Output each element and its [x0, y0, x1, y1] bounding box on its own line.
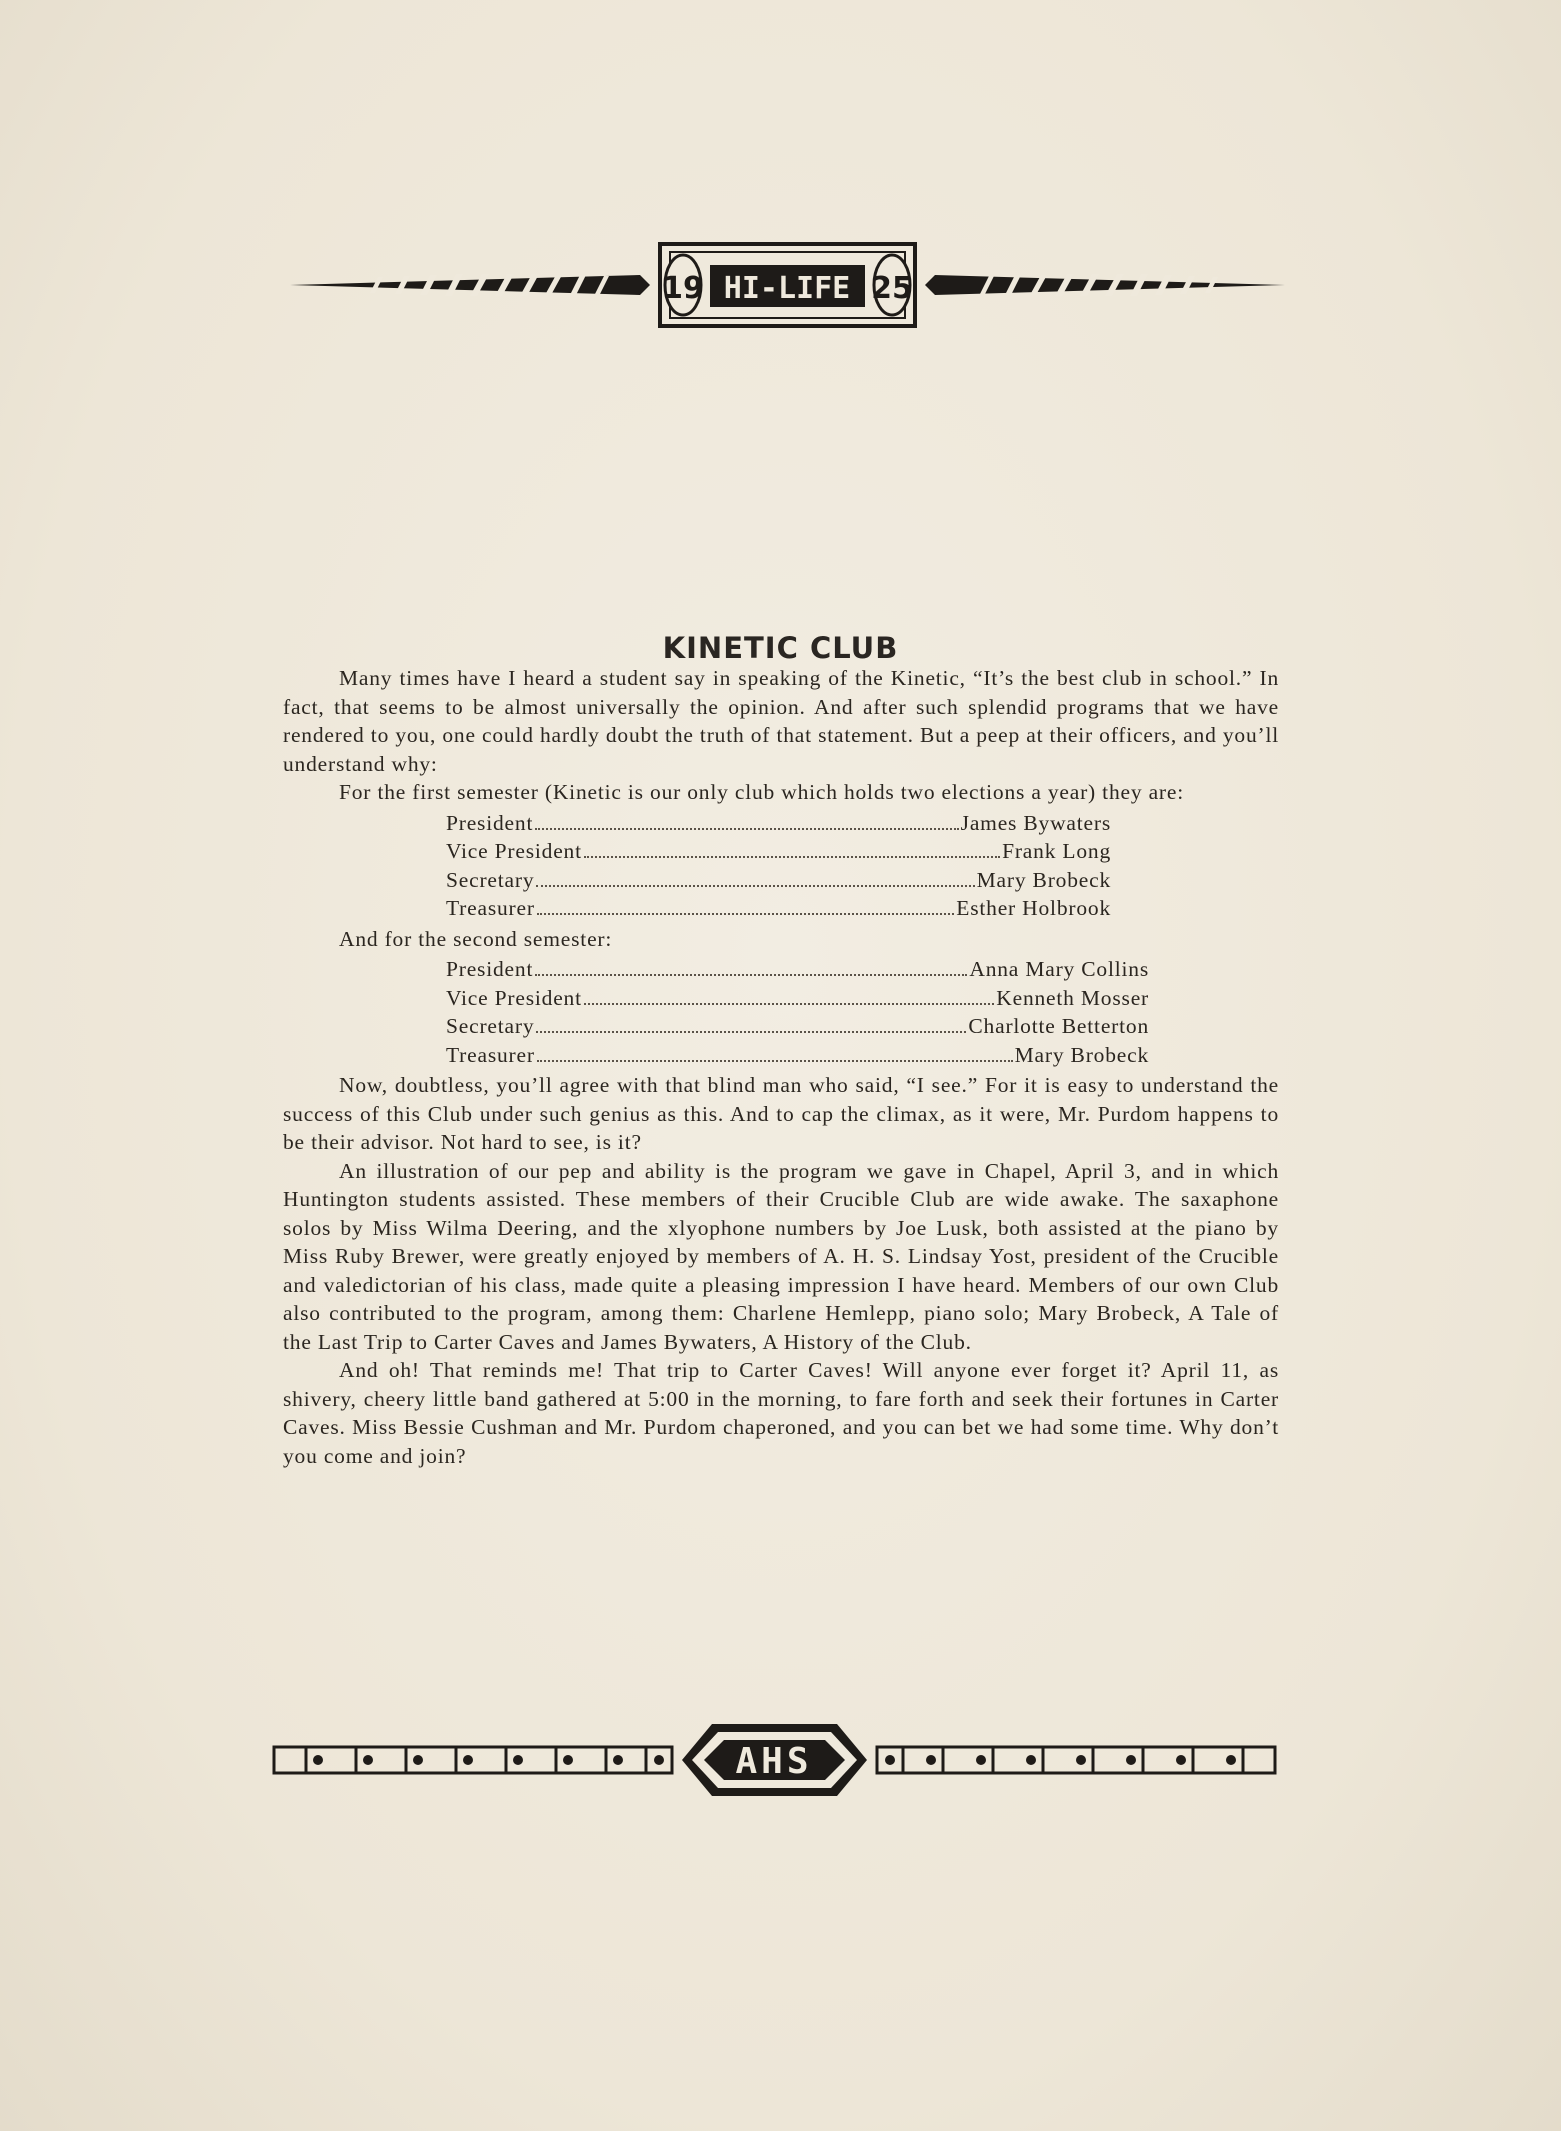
body-paragraph-2: Now, doubtless, you’ll agree with that blind man who said, “I see.” For it is easy to understand the success of this Club under such genius as this. And to cap the climax, as it were, Mr. Purdom happens to be their advisor. Not hard to see, is it?	[283, 1073, 1279, 1154]
officer-role: President	[446, 957, 534, 981]
leader-dots	[535, 974, 967, 976]
article-body	[283, 664, 1279, 1470]
officer-row	[446, 984, 1149, 1013]
left-dotted-band-icon	[274, 1747, 672, 1773]
right-striped-spear-icon	[925, 274, 1285, 296]
officer-name: Kenneth Mosser	[996, 985, 1149, 1010]
second-semester-officers	[446, 955, 1149, 1069]
ahs-monogram: AHS	[735, 1741, 813, 1782]
officer-name: Esther Holbrook	[956, 896, 1111, 920]
officer-role: President	[446, 810, 534, 835]
left-striped-spear-icon	[290, 274, 650, 296]
leader-dots	[535, 828, 958, 830]
officer-role: Vice President	[446, 839, 582, 863]
leader-dots	[537, 1060, 1013, 1062]
ahs-badge	[682, 1724, 867, 1796]
body-paragraph-4: And oh! That reminds me! That trip to Carter Caves! Will anyone ever forget it? April 11, as shivery, cheery little band gathered at 5:00 in the morning, to fare forth and seek their fortunes in Carter Caves. Miss Bessie Cushman and Mr. Purdom chaperoned, and you can bet we had some time. Why don’t you come and join?	[283, 1358, 1279, 1468]
officer-role: Treasurer	[446, 896, 535, 920]
badge-year-right: 25	[871, 271, 913, 306]
officer-row	[446, 837, 1111, 866]
officer-row	[446, 1012, 1149, 1041]
badge-year-left: 19	[662, 271, 704, 306]
officer-name: Mary Brobeck	[976, 867, 1111, 892]
officer-name: Frank Long	[1002, 839, 1111, 863]
first-semester-intro: For the first semester (Kinetic is our only club which holds two elections a year) they are:	[339, 780, 1184, 804]
officer-row	[446, 809, 1111, 838]
officer-role: Secretary	[446, 1014, 535, 1038]
leader-dots	[536, 885, 974, 887]
officer-name: Charlotte Betterton	[968, 1014, 1149, 1038]
ahs-footer-ornament	[272, 1718, 1277, 1803]
officer-role: Treasurer	[446, 1042, 535, 1067]
second-semester-intro: And for the second semester:	[339, 926, 613, 951]
leader-dots	[584, 856, 1000, 858]
leader-dots	[584, 1003, 994, 1005]
officer-name: Anna Mary Collins	[969, 957, 1149, 981]
officer-name: Mary Brobeck	[1014, 1042, 1149, 1067]
body-paragraph-3: An illustration of our pep and ability is the program we gave in Chapel, April 3, and in which Huntington students assisted. These members of their Crucible Club are wide awake. The saxaphone solos by Miss Wilma Deering, and the xlyophone numbers by Joe Lusk, both assisted at the piano by Miss Ruby Brewer, were greatly enjoyed by members of A. H. S. Lindsay Yost, president of the Crucible and valedictorian of his class, made quite a pleasing impression I have heard. Members of our own Club also contributed to the program, among them: Charlene Hemlepp, piano solo; Mary Brobeck, A Tale of the Last Trip to Carter Caves and James Bywaters, A History of the Club.	[283, 1158, 1279, 1354]
right-dotted-band-icon	[877, 1747, 1275, 1773]
page-title: KINETIC CLUB	[662, 631, 899, 666]
badge-title: HI-LIFE	[723, 271, 851, 306]
hi-life-header-ornament	[290, 240, 1285, 330]
officer-role: Secretary	[446, 867, 535, 892]
officer-row	[446, 866, 1111, 895]
officer-row	[446, 1041, 1149, 1070]
hi-life-badge	[660, 244, 915, 326]
officer-name: James Bywaters	[960, 810, 1111, 835]
officer-row	[446, 955, 1149, 984]
officer-row	[446, 894, 1111, 923]
leader-dots	[536, 1031, 966, 1033]
officer-role: Vice President	[446, 985, 582, 1010]
leader-dots	[537, 913, 954, 915]
first-semester-officers	[446, 809, 1111, 923]
intro-paragraph: Many times have I heard a student say in speaking of the Kinetic, “It’s the best club in school.” In fact, that seems to be almost universally the opinion. And after such splendid programs that we have rendered to you, one could hardly doubt the truth of that statement. But a peep at their officers, and you’ll understand why:	[283, 666, 1279, 776]
